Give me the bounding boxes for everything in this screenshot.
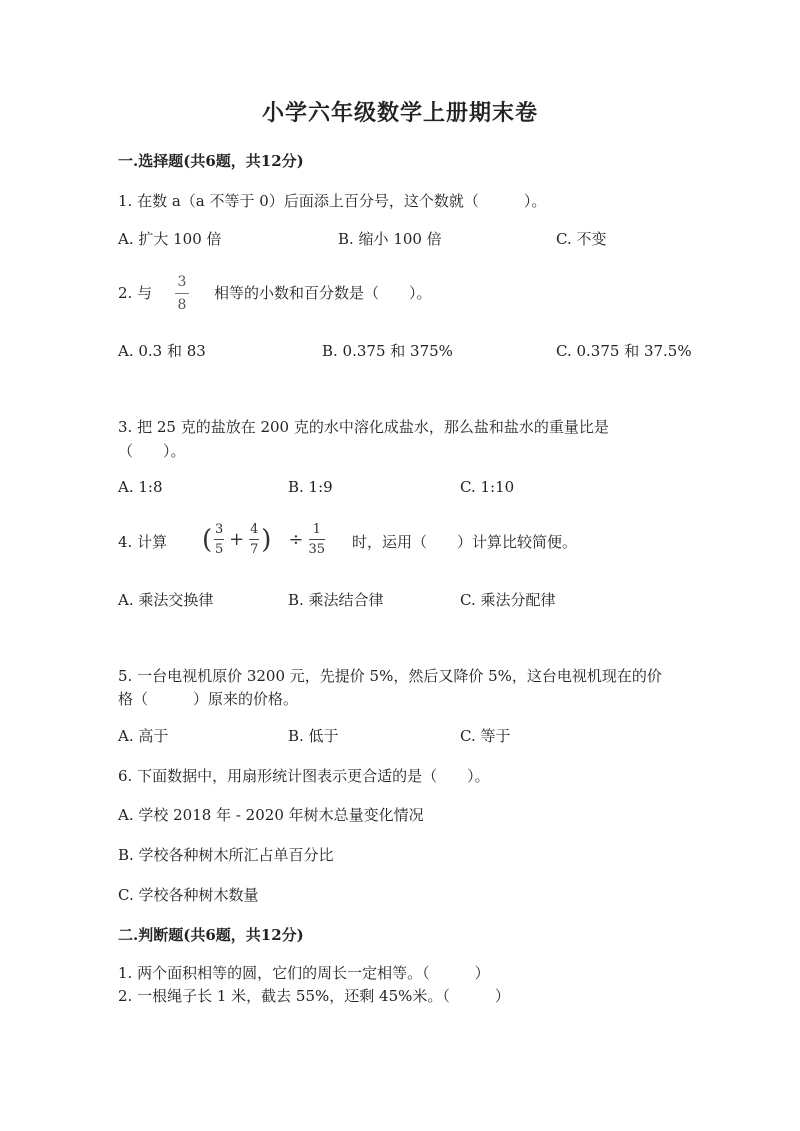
question-5-line-1: 5. 一台电视机原价 3200 元，先提价 5%，然后又降价 5%，这台电视机现在的价 [118, 667, 662, 685]
section-heading-choice: 一.选择题(共6题，共12分) [118, 152, 304, 170]
numerator: 4 [250, 522, 259, 537]
question-2-suffix: 相等的小数和百分数是（ ）。 [214, 284, 432, 302]
question-6-option-a: A. 学校 2018 年 - 2020 年树木总量变化情况 [118, 806, 424, 824]
question-5-option-b: B. 低于 [288, 727, 339, 745]
question-2-option-c: C. 0.375 和 37.5% [556, 342, 692, 360]
question-4-option-c: C. 乘法分配律 [460, 591, 556, 609]
fraction-denominator: 8 [177, 297, 187, 313]
question-6-option-c: C. 学校各种树木数量 [118, 886, 259, 904]
open-paren: ( [202, 524, 213, 555]
question-4-option-b: B. 乘法结合律 [288, 591, 384, 609]
page-title: 小学六年级数学上册期末卷 [261, 100, 538, 126]
expression-fraction-2 [249, 522, 259, 557]
judgement-question-1: 1. 两个面积相等的圆，它们的周长一定相等。（ ） [118, 964, 490, 982]
question-4-suffix: 时，运用（ ）计算比较简便。 [352, 533, 578, 551]
question-3-option-b: B. 1:9 [288, 478, 333, 496]
divide-sign: ÷ [288, 529, 304, 550]
fraction-bar [309, 539, 326, 540]
close-paren: ) [261, 524, 272, 555]
expression-fraction-3 [309, 522, 326, 557]
numerator: 1 [312, 522, 321, 537]
question-2-option-a: A. 0.3 和 83 [118, 342, 206, 360]
question-1-option-a: A. 扩大 100 倍 [118, 230, 222, 248]
fraction-bar [214, 539, 224, 540]
question-6-option-b: B. 学校各种树木所汇占单百分比 [118, 846, 334, 864]
judgement-question-2: 2. 一根绳子长 1 米，截去 55%，还剩 45%米。（ ） [118, 987, 510, 1005]
plus-sign: + [229, 529, 245, 550]
question-3-line-2: （ ）。 [118, 442, 186, 460]
denominator: 5 [215, 542, 224, 557]
question-4-expression [202, 522, 327, 557]
question-5-option-c: C. 等于 [460, 727, 511, 745]
denominator: 35 [308, 542, 326, 557]
question-6-text: 6. 下面数据中，用扇形统计图表示更合适的是（ ）。 [118, 767, 490, 785]
denominator: 7 [250, 542, 259, 557]
question-2-fraction [175, 274, 189, 313]
question-1-option-b: B. 缩小 100 倍 [338, 230, 442, 248]
question-4-prefix: 4. 计算 [118, 533, 168, 551]
question-1-option-c: C. 不变 [556, 230, 607, 248]
question-5-line-2: 格（ ）原来的价格。 [118, 690, 299, 708]
question-1-text: 1. 在数 a（a 不等于 0）后面添上百分号，这个数就（ ）。 [118, 192, 547, 210]
question-2-prefix: 2. 与 [118, 284, 153, 302]
fraction-bar [249, 539, 259, 540]
question-4-option-a: A. 乘法交换律 [118, 591, 214, 609]
fraction-numerator: 3 [177, 274, 187, 290]
fraction-bar [175, 293, 189, 294]
question-3-option-c: C. 1:10 [460, 478, 515, 496]
question-3-line-1: 3. 把 25 克的盐放在 200 克的水中溶化成盐水，那么盐和盐水的重量比是 [118, 418, 609, 436]
question-2-option-b: B. 0.375 和 375% [322, 342, 453, 360]
section-heading-judgement: 二.判断题(共6题，共12分) [118, 926, 304, 944]
expression-fraction-1 [214, 522, 224, 557]
numerator: 3 [215, 522, 224, 537]
question-5-option-a: A. 高于 [118, 727, 169, 745]
question-3-option-a: A. 1:8 [118, 478, 163, 496]
